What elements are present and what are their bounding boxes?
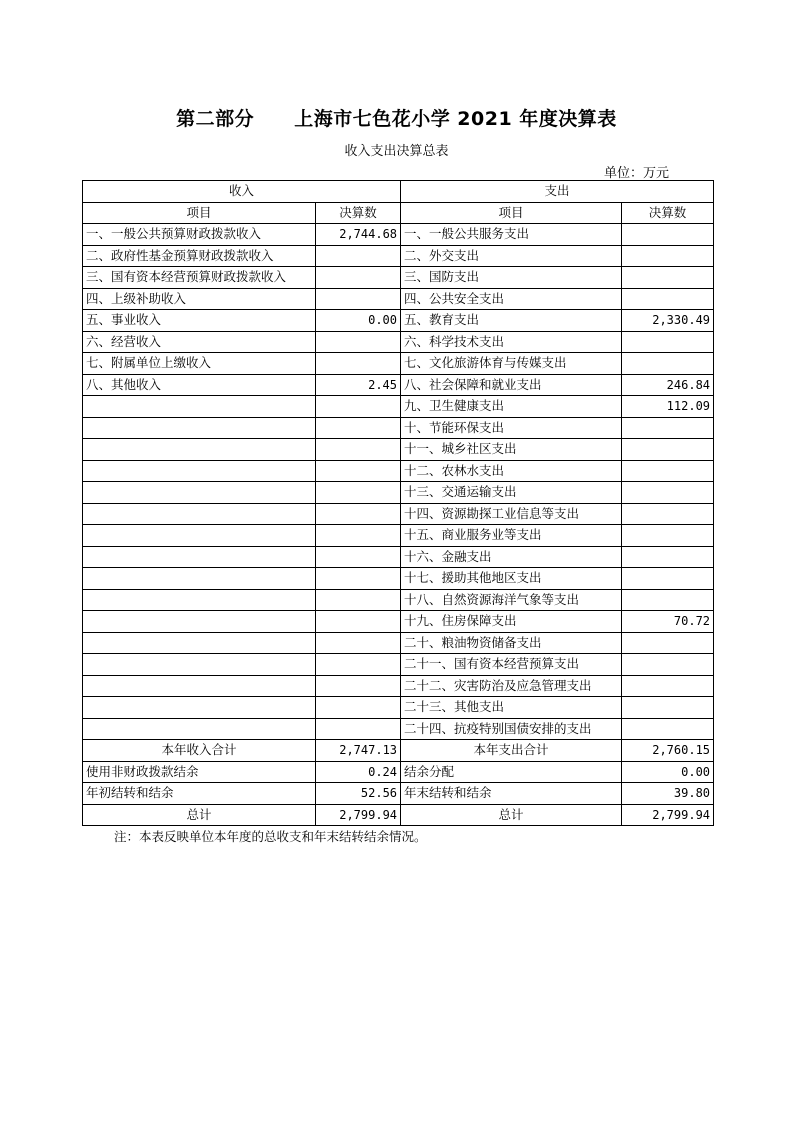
expense-item-cell: 十一、城乡社区支出 — [401, 439, 622, 461]
income-amount-cell — [316, 460, 401, 482]
income-item-cell — [83, 460, 316, 482]
table-row — [83, 224, 714, 246]
table-row — [83, 525, 714, 547]
income-amount-cell: 52.56 — [316, 783, 401, 805]
income-amount-cell — [316, 245, 401, 267]
expense-header: 支出 — [401, 181, 714, 203]
income-item-cell — [83, 654, 316, 676]
income-item-cell: 使用非财政拨款结余 — [83, 761, 316, 783]
expense-item-cell: 八、社会保障和就业支出 — [401, 374, 622, 396]
expense-amount-cell: 2,330.49 — [622, 310, 714, 332]
income-amount-cell — [316, 353, 401, 375]
expense-amount-cell — [622, 654, 714, 676]
expense-amount-cell: 112.09 — [622, 396, 714, 418]
expense-item-cell: 二十三、其他支出 — [401, 697, 622, 719]
income-amount-cell — [316, 396, 401, 418]
table-row — [83, 568, 714, 590]
income-item-cell — [83, 632, 316, 654]
expense-item-cell: 十六、金融支出 — [401, 546, 622, 568]
income-amount-cell: 2,747.13 — [316, 740, 401, 762]
income-amount-cell — [316, 546, 401, 568]
income-item-cell: 年初结转和结余 — [83, 783, 316, 805]
title-part: 第二部分 — [176, 108, 255, 130]
expense-item-cell: 十五、商业服务业等支出 — [401, 525, 622, 547]
expense-item-cell: 结余分配 — [401, 761, 622, 783]
expense-item-cell: 十九、住房保障支出 — [401, 611, 622, 633]
table-row — [83, 331, 714, 353]
section-header-row — [83, 181, 714, 203]
expense-amount-cell — [622, 546, 714, 568]
income-amount-cell — [316, 331, 401, 353]
income-item-cell: 二、政府性基金预算财政拨款收入 — [83, 245, 316, 267]
income-item-header: 项目 — [83, 202, 316, 224]
income-amount-cell — [316, 654, 401, 676]
income-amount-cell — [316, 611, 401, 633]
income-item-cell — [83, 525, 316, 547]
income-item-cell — [83, 718, 316, 740]
expense-amount-cell — [622, 697, 714, 719]
expense-amount-cell — [622, 482, 714, 504]
income-item-cell — [83, 697, 316, 719]
expense-amount-cell: 0.00 — [622, 761, 714, 783]
expense-item-cell: 本年支出合计 — [401, 740, 622, 762]
total-row — [83, 804, 714, 826]
income-amount-cell — [316, 288, 401, 310]
budget-table — [82, 180, 714, 826]
table-row — [83, 353, 714, 375]
table-row — [83, 288, 714, 310]
table-row — [83, 245, 714, 267]
expense-item-cell: 七、文化旅游体育与传媒支出 — [401, 353, 622, 375]
total-row — [83, 740, 714, 762]
income-item-cell — [83, 417, 316, 439]
expense-amount-cell — [622, 267, 714, 289]
income-item-cell: 六、经营收入 — [83, 331, 316, 353]
expense-item-cell: 二十、粮油物资储备支出 — [401, 632, 622, 654]
table-row — [83, 718, 714, 740]
income-item-cell — [83, 611, 316, 633]
table-row — [83, 632, 714, 654]
income-item-cell — [83, 589, 316, 611]
income-amount-cell — [316, 632, 401, 654]
income-amount-cell — [316, 267, 401, 289]
expense-item-header: 项目 — [401, 202, 622, 224]
table-row — [83, 310, 714, 332]
table-row — [83, 546, 714, 568]
income-item-cell: 三、国有资本经营预算财政拨款收入 — [83, 267, 316, 289]
income-item-cell — [83, 439, 316, 461]
income-item-cell — [83, 503, 316, 525]
table-row — [83, 460, 714, 482]
income-amount-cell: 2,799.94 — [316, 804, 401, 826]
expense-amount-cell — [622, 331, 714, 353]
income-item-cell — [83, 396, 316, 418]
table-row — [83, 439, 714, 461]
expense-item-cell: 一、一般公共服务支出 — [401, 224, 622, 246]
expense-amount-cell — [622, 589, 714, 611]
expense-amount-cell — [622, 568, 714, 590]
expense-item-cell: 四、公共安全支出 — [401, 288, 622, 310]
expense-amount-cell — [622, 460, 714, 482]
income-amount-cell: 0.00 — [316, 310, 401, 332]
unit-label: 单位：万元 — [604, 166, 670, 181]
income-amount-cell — [316, 503, 401, 525]
income-item-cell: 本年收入合计 — [83, 740, 316, 762]
income-item-cell: 五、事业收入 — [83, 310, 316, 332]
expense-item-cell: 二、外交支出 — [401, 245, 622, 267]
income-amount-cell — [316, 675, 401, 697]
column-header-row — [83, 202, 714, 224]
income-amount-header: 决算数 — [316, 202, 401, 224]
income-item-cell: 七、附属单位上缴收入 — [83, 353, 316, 375]
expense-amount-cell: 70.72 — [622, 611, 714, 633]
expense-amount-cell — [622, 224, 714, 246]
total-row — [83, 783, 714, 805]
income-amount-cell — [316, 718, 401, 740]
expense-item-cell: 十二、农林水支出 — [401, 460, 622, 482]
table-row — [83, 589, 714, 611]
expense-amount-cell — [622, 718, 714, 740]
expense-item-cell: 十四、资源勘探工业信息等支出 — [401, 503, 622, 525]
expense-amount-cell — [622, 288, 714, 310]
expense-item-cell: 五、教育支出 — [401, 310, 622, 332]
expense-item-cell: 十七、援助其他地区支出 — [401, 568, 622, 590]
expense-amount-cell: 39.80 — [622, 783, 714, 805]
income-item-cell — [83, 482, 316, 504]
expense-item-cell: 十、节能环保支出 — [401, 417, 622, 439]
expense-item-cell: 九、卫生健康支出 — [401, 396, 622, 418]
expense-amount-cell: 246.84 — [622, 374, 714, 396]
income-item-cell: 四、上级补助收入 — [83, 288, 316, 310]
income-item-cell: 总计 — [83, 804, 316, 826]
income-amount-cell — [316, 525, 401, 547]
income-amount-cell: 2.45 — [316, 374, 401, 396]
income-item-cell — [83, 675, 316, 697]
table-row — [83, 374, 714, 396]
income-amount-cell — [316, 697, 401, 719]
expense-item-cell: 年末结转和结余 — [401, 783, 622, 805]
expense-amount-cell — [622, 439, 714, 461]
footnote: 注：本表反映单位本年度的总收支和年末结转结余情况。 — [114, 829, 427, 844]
income-amount-cell — [316, 589, 401, 611]
income-item-cell — [83, 546, 316, 568]
table-row — [83, 267, 714, 289]
income-amount-cell — [316, 568, 401, 590]
table-row — [83, 697, 714, 719]
title-name: 上海市七色花小学 2021 年度决算表 — [294, 108, 617, 130]
expense-amount-cell — [622, 417, 714, 439]
expense-item-cell: 二十四、抗疫特别国债安排的支出 — [401, 718, 622, 740]
expense-item-cell: 六、科学技术支出 — [401, 331, 622, 353]
expense-amount-cell — [622, 632, 714, 654]
table-row — [83, 503, 714, 525]
income-item-cell: 八、其他收入 — [83, 374, 316, 396]
income-amount-cell — [316, 482, 401, 504]
expense-item-cell: 十八、自然资源海洋气象等支出 — [401, 589, 622, 611]
expense-item-cell: 二十一、国有资本经营预算支出 — [401, 654, 622, 676]
income-amount-cell: 2,744.68 — [316, 224, 401, 246]
table-row — [83, 611, 714, 633]
income-amount-cell — [316, 439, 401, 461]
expense-amount-cell — [622, 503, 714, 525]
income-item-cell: 一、一般公共预算财政拨款收入 — [83, 224, 316, 246]
expense-amount-cell — [622, 675, 714, 697]
expense-amount-header: 决算数 — [622, 202, 714, 224]
table-row — [83, 396, 714, 418]
page-title — [0, 104, 793, 131]
expense-amount-cell: 2,760.15 — [622, 740, 714, 762]
expense-item-cell: 二十二、灾害防治及应急管理支出 — [401, 675, 622, 697]
income-amount-cell — [316, 417, 401, 439]
expense-amount-cell — [622, 353, 714, 375]
expense-amount-cell — [622, 245, 714, 267]
income-header: 收入 — [83, 181, 401, 203]
income-item-cell — [83, 568, 316, 590]
expense-item-cell: 十三、交通运输支出 — [401, 482, 622, 504]
table-row — [83, 482, 714, 504]
table-row — [83, 417, 714, 439]
expense-amount-cell — [622, 525, 714, 547]
table-subtitle: 收入支出决算总表 — [344, 144, 449, 159]
expense-amount-cell: 2,799.94 — [622, 804, 714, 826]
expense-item-cell: 总计 — [401, 804, 622, 826]
total-row — [83, 761, 714, 783]
table-row — [83, 654, 714, 676]
income-amount-cell: 0.24 — [316, 761, 401, 783]
expense-item-cell: 三、国防支出 — [401, 267, 622, 289]
table-row — [83, 675, 714, 697]
